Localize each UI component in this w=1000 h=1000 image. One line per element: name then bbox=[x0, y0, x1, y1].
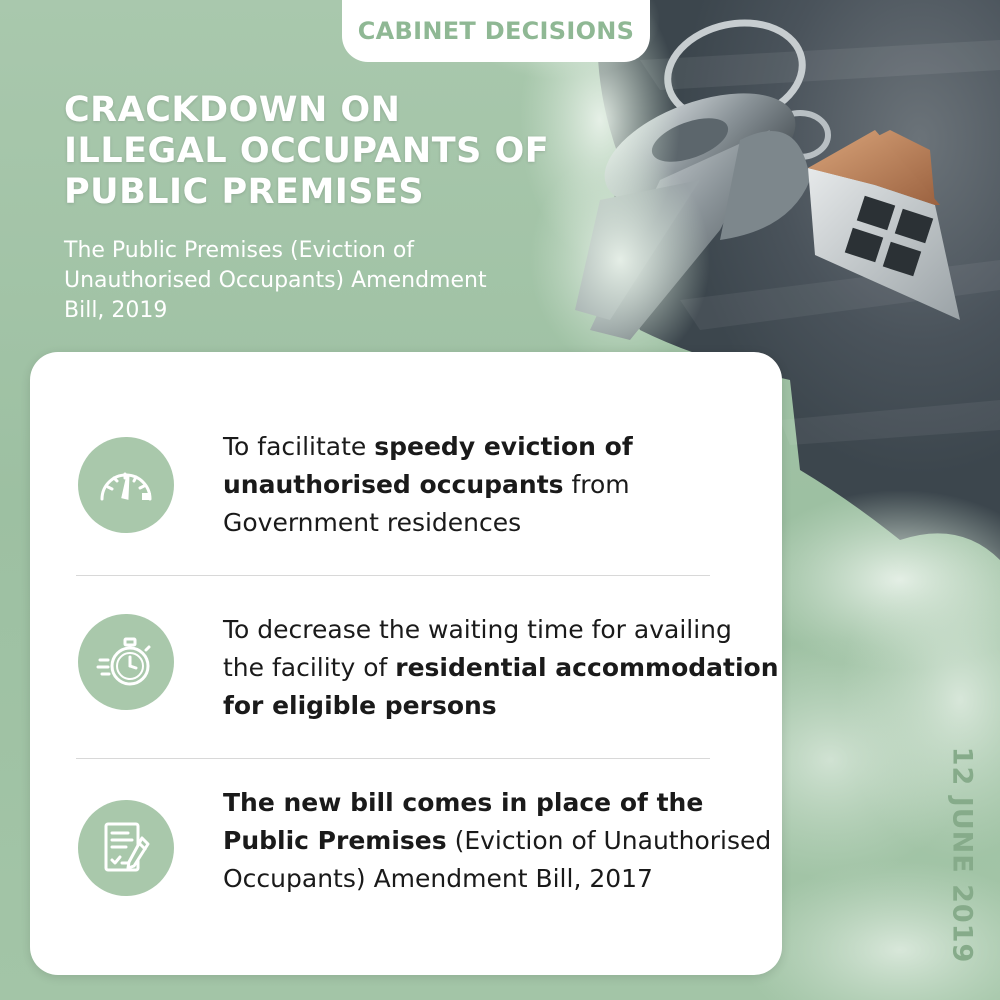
key-point-text bbox=[223, 428, 763, 542]
signed-document-icon bbox=[78, 800, 174, 896]
text-line bbox=[223, 687, 763, 725]
bold-fragment: unauthorised occupants bbox=[223, 470, 564, 499]
text-line bbox=[223, 822, 772, 860]
text-fragment: To facilitate bbox=[223, 432, 375, 461]
title-line: PUBLIC PREMISES bbox=[64, 172, 425, 212]
text-fragment: the facility of bbox=[223, 653, 396, 682]
bold-fragment: The new bill comes in place of the bbox=[223, 788, 704, 817]
key-point-text bbox=[223, 784, 772, 898]
text-line: To decrease the waiting time for availing bbox=[223, 615, 732, 644]
subtitle-line: Unauthorised Occupants) Amendment bbox=[64, 268, 487, 293]
key-points-card bbox=[30, 352, 782, 975]
bold-fragment: speedy eviction of bbox=[374, 432, 633, 461]
text-line bbox=[223, 649, 779, 687]
divider bbox=[76, 575, 710, 576]
bold-fragment: Public Premises bbox=[223, 826, 447, 855]
bold-fragment: residential accommodation bbox=[395, 653, 779, 682]
text-line: Government residences bbox=[223, 508, 522, 537]
stopwatch-icon bbox=[78, 614, 174, 710]
subtitle-line: The Public Premises (Eviction of bbox=[64, 238, 415, 263]
bill-name-subtitle bbox=[64, 236, 564, 326]
title-line: ILLEGAL OCCUPANTS OF bbox=[64, 131, 550, 171]
category-tag bbox=[342, 0, 650, 62]
subtitle-line: Bill, 2019 bbox=[64, 298, 168, 323]
bold-fragment: for eligible persons bbox=[223, 691, 497, 720]
date-label bbox=[942, 740, 982, 970]
text-fragment: from bbox=[563, 470, 630, 499]
date-text: 12 JUNE 2019 bbox=[946, 746, 978, 964]
page-title bbox=[64, 90, 584, 213]
text-line bbox=[223, 428, 763, 466]
title-line: CRACKDOWN ON bbox=[64, 90, 401, 130]
text-line: Occupants) Amendment Bill, 2017 bbox=[223, 864, 653, 893]
key-point-text bbox=[223, 611, 779, 725]
text-line bbox=[223, 784, 763, 822]
text-line bbox=[223, 466, 763, 504]
divider bbox=[76, 758, 710, 759]
category-tag-label: CABINET DECISIONS bbox=[357, 17, 635, 45]
text-fragment: (Eviction of Unauthorised bbox=[446, 826, 772, 855]
speedometer-icon bbox=[78, 437, 174, 533]
